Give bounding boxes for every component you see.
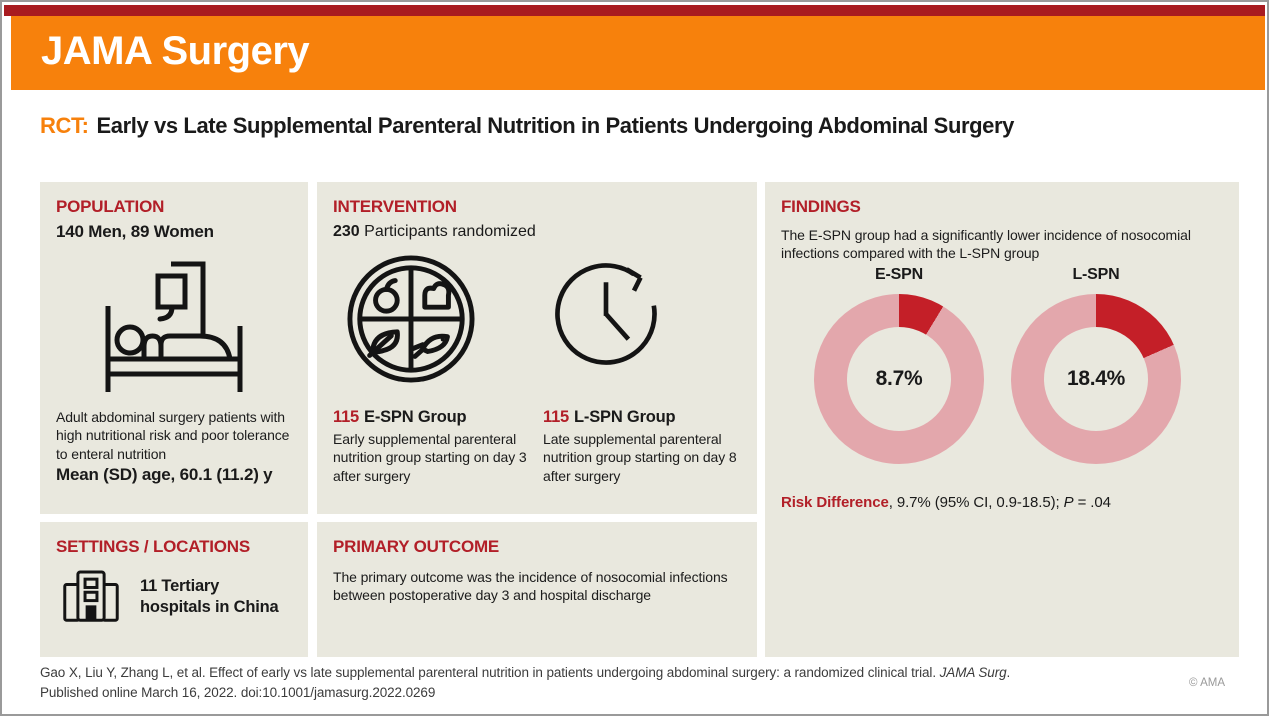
- top-accent-strip: [4, 5, 1265, 16]
- donut-group-lspn: [1011, 266, 1181, 464]
- population-age: Mean (SD) age, 60.1 (11.2) y: [56, 465, 273, 485]
- primary-outcome-text: The primary outcome was the incidence of nosocomial infections between postoperative day 3 and hospital discharge: [333, 569, 728, 604]
- donut-espn-hole: [847, 327, 951, 431]
- intervention-heading: INTERVENTION: [333, 197, 457, 216]
- journal-name: JAMA Surgery: [41, 29, 310, 73]
- settings-text: 11 Tertiary hospitals in China: [140, 577, 279, 616]
- patient-in-bed-iv-drip-icon: [99, 255, 249, 395]
- lspn-group-block: [543, 408, 741, 485]
- donut-espn-value: 8.7%: [875, 367, 923, 390]
- lspn-group-description: Late supplemental parenteral nutrition group starting on day 8 after surgery: [543, 431, 737, 484]
- nutrition-plate-icon: [346, 254, 476, 384]
- findings-panel: [765, 182, 1239, 657]
- population-description: Adult abdominal surgery patients with high nutritional risk and poor tolerance to enteral nutrition: [56, 409, 290, 462]
- population-demographics: 140 Men, 89 Women: [56, 222, 214, 241]
- citation-line2: Published online March 16, 2022. doi:10.1001/jamasurg.2022.0269: [40, 685, 436, 701]
- risk-difference-label: Risk Difference: [781, 494, 889, 511]
- population-panel: [40, 182, 308, 514]
- espn-group-title: [333, 408, 527, 427]
- journal-banner: [11, 16, 1265, 90]
- p-label: P: [1063, 494, 1074, 511]
- citation-footer: [40, 663, 1160, 704]
- settings-panel: [40, 522, 308, 657]
- intervention-panel: [317, 182, 757, 514]
- lspn-group-count: 115: [543, 408, 570, 426]
- donut-lspn-hole: [1044, 327, 1148, 431]
- lspn-group-title: [543, 408, 741, 427]
- espn-group-block: [333, 408, 527, 485]
- espn-group-name: E-SPN Group: [364, 408, 467, 426]
- donut-group-espn: [814, 266, 984, 464]
- randomized-label: Participants randomized: [359, 223, 536, 240]
- risk-difference-values: , 9.7% (95% CI, 0.9-18.5);: [888, 494, 1064, 511]
- lspn-group-name: L-SPN Group: [574, 408, 676, 426]
- primary-outcome-heading: PRIMARY OUTCOME: [333, 537, 500, 556]
- study-title: [40, 113, 1014, 139]
- primary-outcome-panel: [317, 522, 757, 657]
- donut-espn-label: E-SPN: [875, 266, 923, 283]
- citation-text: Gao X, Liu Y, Zhang L, et al. Effect of early vs late supplemental parenteral nutrition in patients undergoing abdominal surgery: a randomized clinical trial.: [40, 665, 940, 680]
- donut-lspn-value: 18.4%: [1066, 367, 1126, 390]
- donut-chart-espn: [814, 294, 984, 464]
- hospital-building-icon: [60, 569, 122, 624]
- copyright-label: © AMA: [1189, 677, 1225, 689]
- study-type-tag: RCT:: [40, 113, 89, 138]
- population-heading: POPULATION: [56, 197, 165, 216]
- donut-lspn-label: L-SPN: [1072, 266, 1120, 283]
- citation-period: .: [1006, 665, 1011, 680]
- randomized-count: 230: [333, 223, 360, 240]
- clock-icon: [550, 258, 662, 370]
- study-title-text: Early vs Late Supplemental Parenteral Nutrition in Patients Undergoing Abdominal Surgery: [96, 113, 1015, 138]
- citation-journal: JAMA Surg: [939, 665, 1007, 680]
- randomized-line: [333, 223, 741, 241]
- settings-heading: SETTINGS / LOCATIONS: [56, 537, 251, 556]
- findings-heading: FINDINGS: [781, 197, 861, 216]
- espn-group-description: Early supplemental parenteral nutrition group starting on day 3 after surgery: [333, 431, 527, 484]
- espn-group-count: 115: [333, 408, 360, 426]
- risk-difference-line: [781, 494, 1111, 511]
- donut-chart-lspn: [1011, 294, 1181, 464]
- p-value: = .04: [1073, 494, 1111, 511]
- findings-summary: The E-SPN group had a significantly lower incidence of nosocomial infections compared with the L-SPN group: [781, 227, 1191, 262]
